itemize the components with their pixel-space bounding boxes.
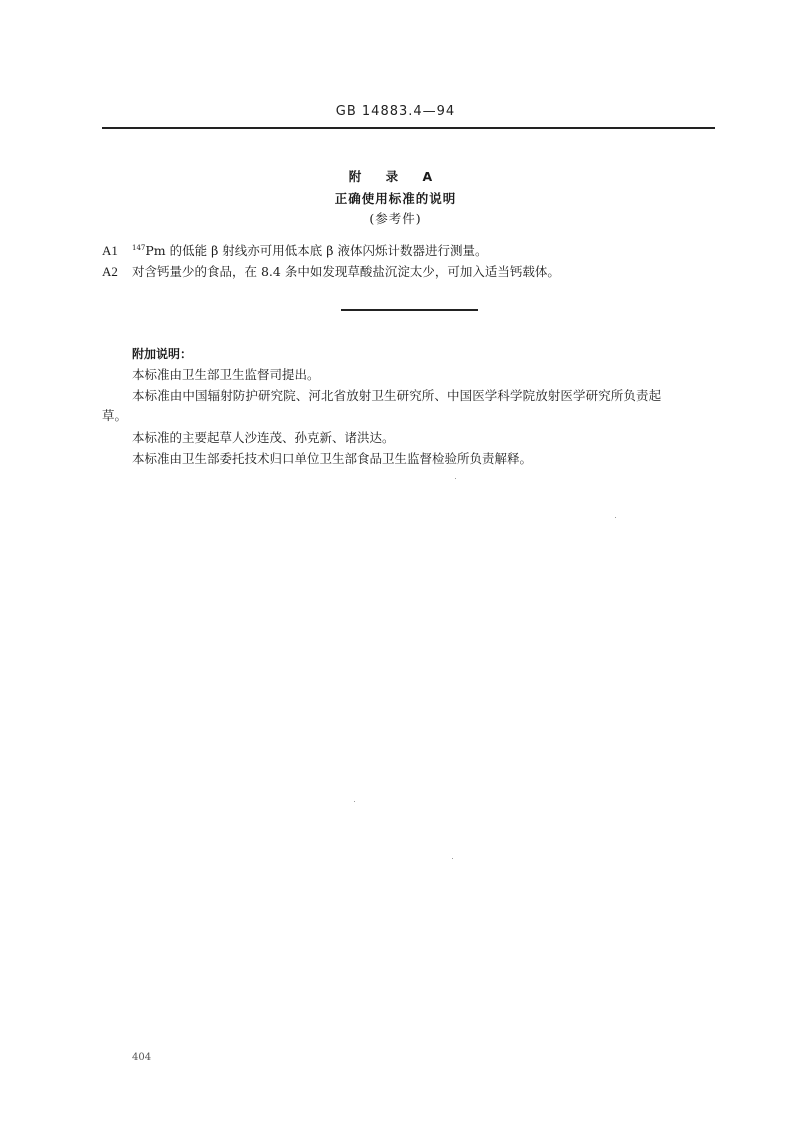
scan-speck: [615, 517, 616, 518]
item-text: 对含钙量少的食品，在 8.4 条中如发现草酸盐沉淀太少，可加入适当钙载体。: [132, 264, 560, 279]
note-line: 本标准的主要起草人沙连茂、孙克新、诸洪达。: [132, 430, 395, 445]
appendix-subtitle: 正确使用标准的说明: [334, 191, 457, 206]
additional-notes-heading: 附加说明：: [132, 347, 193, 361]
header-rule: [102, 127, 715, 129]
appendix-note: (参考件): [369, 211, 422, 226]
note-line: 本标准由卫生部委托技术归口单位卫生部食品卫生监督检验所负责解释。: [132, 451, 533, 466]
standard-code: GB 14883.4—94: [335, 104, 456, 119]
isotope-mass-number: 147: [132, 244, 146, 252]
item-number: A1: [102, 243, 118, 258]
item-text: Pm 的低能 β 射线亦可用低本底 β 液体闪烁计数器进行测量。: [145, 243, 488, 258]
appendix-item: [102, 241, 487, 259]
note-line: 本标准由卫生部卫生监督司提出。: [132, 367, 320, 382]
page-number: 404: [132, 1052, 152, 1063]
appendix-title: 附 录 A: [348, 169, 443, 184]
note-line-continuation: 草。: [102, 408, 128, 423]
appendix-item: [102, 262, 560, 280]
scan-speck: [354, 801, 355, 802]
item-number: A2: [102, 264, 118, 279]
note-line: 本标准由中国辐射防护研究院、河北省放射卫生研究所、中国医学科学院放射医学研究所负责起: [132, 388, 662, 403]
scan-speck: [452, 858, 453, 859]
scan-speck: [455, 478, 456, 479]
section-divider: [341, 309, 478, 311]
